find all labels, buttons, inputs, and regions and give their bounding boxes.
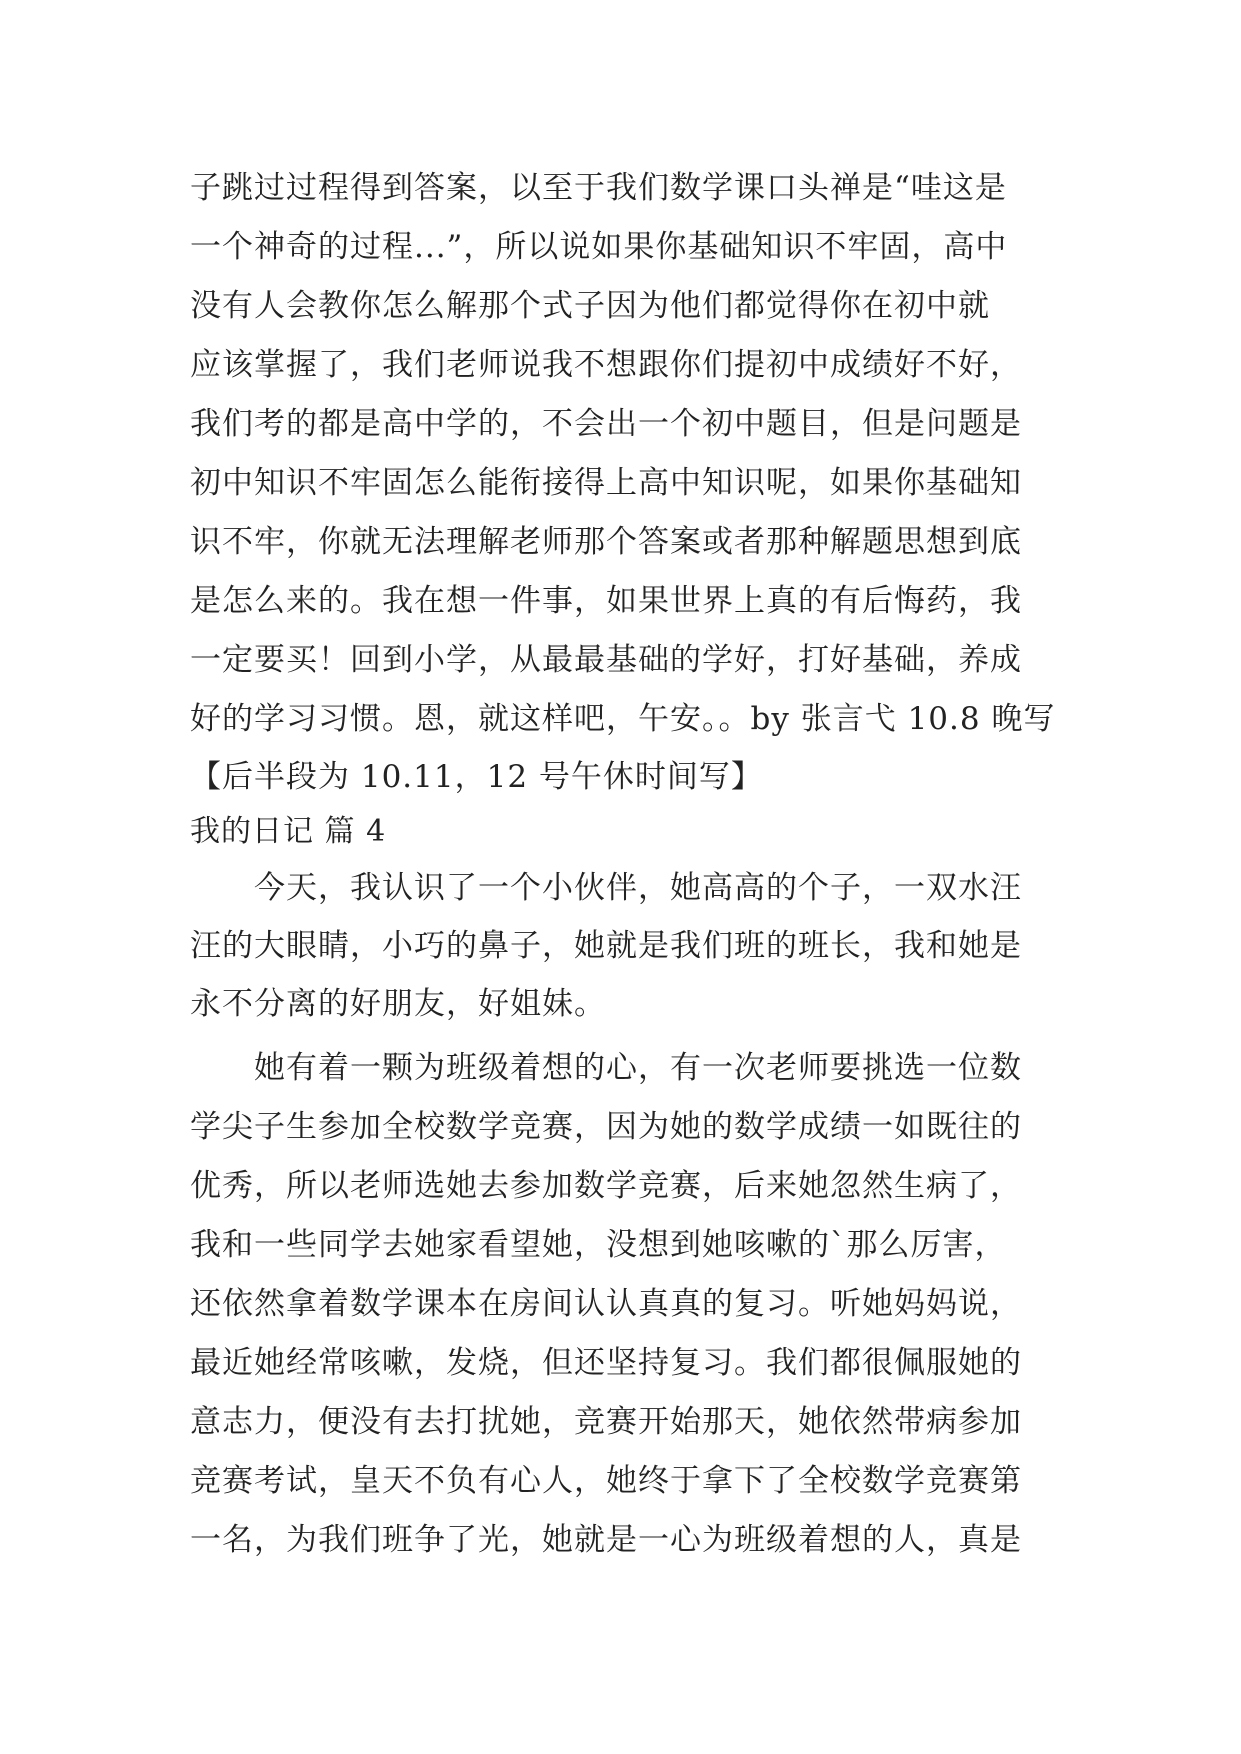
text-line: 最近她经常咳嗽，发烧，但还坚持复习。我们都很佩服她的 xyxy=(190,1345,1022,1381)
text-line: 汪的大眼睛，小巧的鼻子，她就是我们班的班长，我和她是 xyxy=(190,928,1022,964)
section-heading: 我的日记 篇 4 xyxy=(190,814,387,849)
text-line: 初中知识不牢固怎么能衔接得上高中知识呢，如果你基础知 xyxy=(190,465,1022,501)
text-line: 她有着一颗为班级着想的心，有一次老师要挑选一位数 xyxy=(190,1050,1022,1086)
text-line: 一个神奇的过程...”，所以说如果你基础知识不牢固，高中 xyxy=(190,229,1008,265)
text-line: 学尖子生参加全校数学竞赛，因为她的数学成绩一如既往的 xyxy=(190,1109,1022,1145)
text-line: 我和一些同学去她家看望她，没想到她咳嗽的`那么厉害， xyxy=(190,1227,1007,1263)
text-line: 【后半段为 10.11，12 号午休时间写】 xyxy=(190,759,763,795)
text-line: 意志力，便没有去打扰她，竞赛开始那天，她依然带病参加 xyxy=(190,1404,1022,1440)
text-line: 优秀，所以老师选她去参加数学竞赛，后来她忽然生病了， xyxy=(190,1168,1022,1204)
text-line: 还依然拿着数学课本在房间认认真真的复习。听她妈妈说， xyxy=(190,1286,1022,1322)
text-line: 我们考的都是高中学的，不会出一个初中题目，但是问题是 xyxy=(190,406,1022,442)
text-line: 永不分离的好朋友，好姐妹。 xyxy=(190,986,606,1022)
text-line: 识不牢，你就无法理解老师那个答案或者那种解题思想到底 xyxy=(190,524,1022,560)
text-line: 一名，为我们班争了光，她就是一心为班级着想的人，真是 xyxy=(190,1522,1022,1558)
text-line: 好的学习习惯。恩，就这样吧，午安。。by 张言弋 10.8 晚写 xyxy=(190,701,1056,737)
text-line: 今天，我认识了一个小伙伴，她高高的个子，一双水汪 xyxy=(190,870,1022,906)
text-line: 竞赛考试，皇天不负有心人，她终于拿下了全校数学竞赛第 xyxy=(190,1463,1022,1499)
text-line: 是怎么来的。我在想一件事，如果世界上真的有后悔药，我 xyxy=(190,583,1022,619)
text-line: 没有人会教你怎么解那个式子因为他们都觉得你在初中就 xyxy=(190,288,990,324)
text-line: 一定要买！回到小学，从最最基础的学好，打好基础，养成 xyxy=(190,642,1022,678)
text-line: 子跳过过程得到答案，以至于我们数学课口头禅是“哇这是 xyxy=(190,170,1007,206)
text-line: 应该掌握了，我们老师说我不想跟你们提初中成绩好不好， xyxy=(190,347,1022,383)
